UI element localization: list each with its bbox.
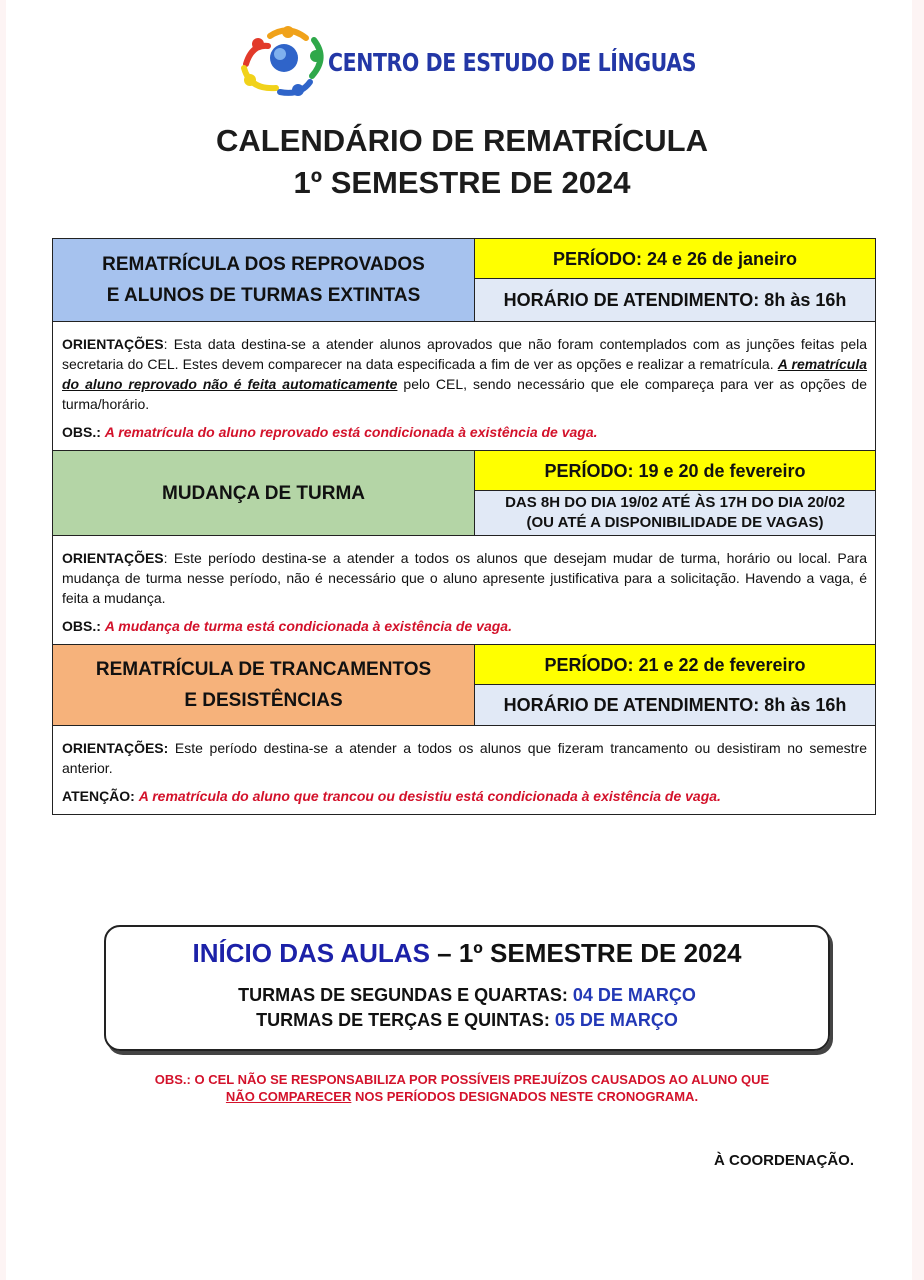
schedule-table xyxy=(52,238,876,815)
hours-cell xyxy=(475,491,875,535)
section-reprovados-schedule xyxy=(475,239,875,321)
orientation-label: ORIENTAÇÕES: xyxy=(62,740,169,756)
obs-label: OBS.: xyxy=(62,424,101,440)
class-group-label: TURMAS DE SEGUNDAS E QUARTAS: xyxy=(238,985,573,1005)
orientation-label: ORIENTAÇÕES xyxy=(62,550,164,566)
disclaimer-underlined: NÃO COMPARECER xyxy=(225,1089,352,1104)
section-reprovados-header xyxy=(53,239,875,322)
attention-label: ATENÇÃO: xyxy=(62,788,135,804)
brand-header xyxy=(236,22,777,102)
class-group-label: TURMAS DE TERÇAS E QUINTAS: xyxy=(256,1010,555,1030)
period-cell: PERÍODO: 24 e 26 de janeiro xyxy=(475,239,875,279)
orientation-text xyxy=(62,548,867,608)
hours-line: DAS 8H DO DIA 19/02 ATÉ ÀS 17H DO DIA 20/02 xyxy=(505,494,845,511)
classes-start-line-mon-wed xyxy=(106,983,828,1008)
disclaimer-line: OBS.: O CEL NÃO SE RESPONSABILIZA POR POSSÍVEIS PREJUÍZOS CAUSADOS AO ALUNO QUE xyxy=(154,1072,770,1087)
section-name-line: E ALUNOS DE TURMAS EXTINTAS xyxy=(106,285,421,306)
globe-people-logo-icon xyxy=(236,24,332,100)
orientation-part: pelo CEL, sendo necessário que ele compareça para ver as opções de turma/horário. xyxy=(62,376,867,412)
section-trancamentos-schedule xyxy=(475,645,875,725)
section-mudanca-schedule xyxy=(475,451,875,535)
obs-text xyxy=(62,616,867,636)
orientation-part: Este período destina-se a atender a todos os alunos que fizeram trancamento ou desistiram no semestre anterior. xyxy=(62,740,867,776)
obs-warning: A mudança de turma está condicionada à existência de vaga. xyxy=(104,618,512,634)
classes-start-title xyxy=(106,937,828,969)
disclaimer-note xyxy=(0,1071,924,1105)
section-mudanca-header xyxy=(53,451,875,536)
orientation-label: ORIENTAÇÕES xyxy=(62,336,164,352)
classes-start-title-highlight: INÍCIO DAS AULAS xyxy=(192,938,430,968)
hours-cell: HORÁRIO DE ATENDIMENTO: 8h às 16h xyxy=(475,279,875,321)
period-cell: PERÍODO: 19 e 20 de fevereiro xyxy=(475,451,875,491)
orientation-part: : Este período destina-se a atender a todos os alunos que desejam mudar de turma, horário ou local. Para mudança de turma nesse período, não é necessário que o aluno apresente justificativa para a solicitação. Havendo a vaga, é feita a mudança. xyxy=(62,550,867,606)
attention-text xyxy=(62,786,867,806)
section-trancamentos-body xyxy=(53,726,875,814)
obs-warning: A rematrícula do aluno reprovado está condicionada à existência de vaga. xyxy=(104,424,598,440)
class-start-date: 05 DE MARÇO xyxy=(554,1010,678,1030)
obs-text xyxy=(62,422,867,442)
section-reprovados-name xyxy=(53,239,475,321)
orientation-emphasis: A rematrícula do aluno reprovado não é feita automaticamente xyxy=(62,356,868,392)
page-title: CALENDÁRIO DE REMATRÍCULA xyxy=(216,123,708,158)
orientation-text xyxy=(62,334,867,414)
section-mudanca-body xyxy=(53,536,875,645)
classes-start-box xyxy=(104,925,830,1051)
section-trancamentos-header xyxy=(53,645,875,726)
orientation-part: : Esta data destina-se a atender alunos aprovados que não foram contemplados com as junções feitas pela secretaria do CEL. Estes devem comparecer na data especificada a fim de ver as opções e realizar a rematrícula. xyxy=(62,336,867,372)
period-cell: PERÍODO: 21 e 22 de fevereiro xyxy=(475,645,875,685)
section-name-line: MUDANÇA DE TURMA xyxy=(162,482,365,504)
brand-name: CENTRO DE ESTUDO DE LÍNGUAS xyxy=(328,47,697,77)
classes-start-line-tue-thu xyxy=(106,1008,828,1033)
class-start-date: 04 DE MARÇO xyxy=(572,985,696,1005)
hours-line: (OU ATÉ A DISPONIBILIDADE DE VAGAS) xyxy=(526,514,824,531)
section-trancamentos-name xyxy=(53,645,475,725)
classes-start-title-rest: – 1º SEMESTRE DE 2024 xyxy=(429,938,742,968)
hours-cell: HORÁRIO DE ATENDIMENTO: 8h às 16h xyxy=(475,685,875,725)
signature: À COORDENAÇÃO. xyxy=(714,1152,855,1169)
section-name-line: REMATRÍCULA DOS REPROVADOS xyxy=(102,254,425,275)
section-mudanca-name xyxy=(53,451,475,535)
obs-label: OBS.: xyxy=(62,618,101,634)
section-name-line: REMATRÍCULA DE TRANCAMENTOS xyxy=(95,659,432,680)
page-subtitle: 1º SEMESTRE DE 2024 xyxy=(293,165,631,200)
disclaimer-line: NOS PERÍODOS DESIGNADOS NESTE CRONOGRAMA. xyxy=(351,1089,699,1104)
section-reprovados-body xyxy=(53,322,875,451)
section-name-line: E DESISTÊNCIAS xyxy=(184,690,343,711)
attention-warning: A rematrícula do aluno que trancou ou desistiu está condicionada à existência de vaga. xyxy=(138,788,721,804)
orientation-text xyxy=(62,738,867,778)
